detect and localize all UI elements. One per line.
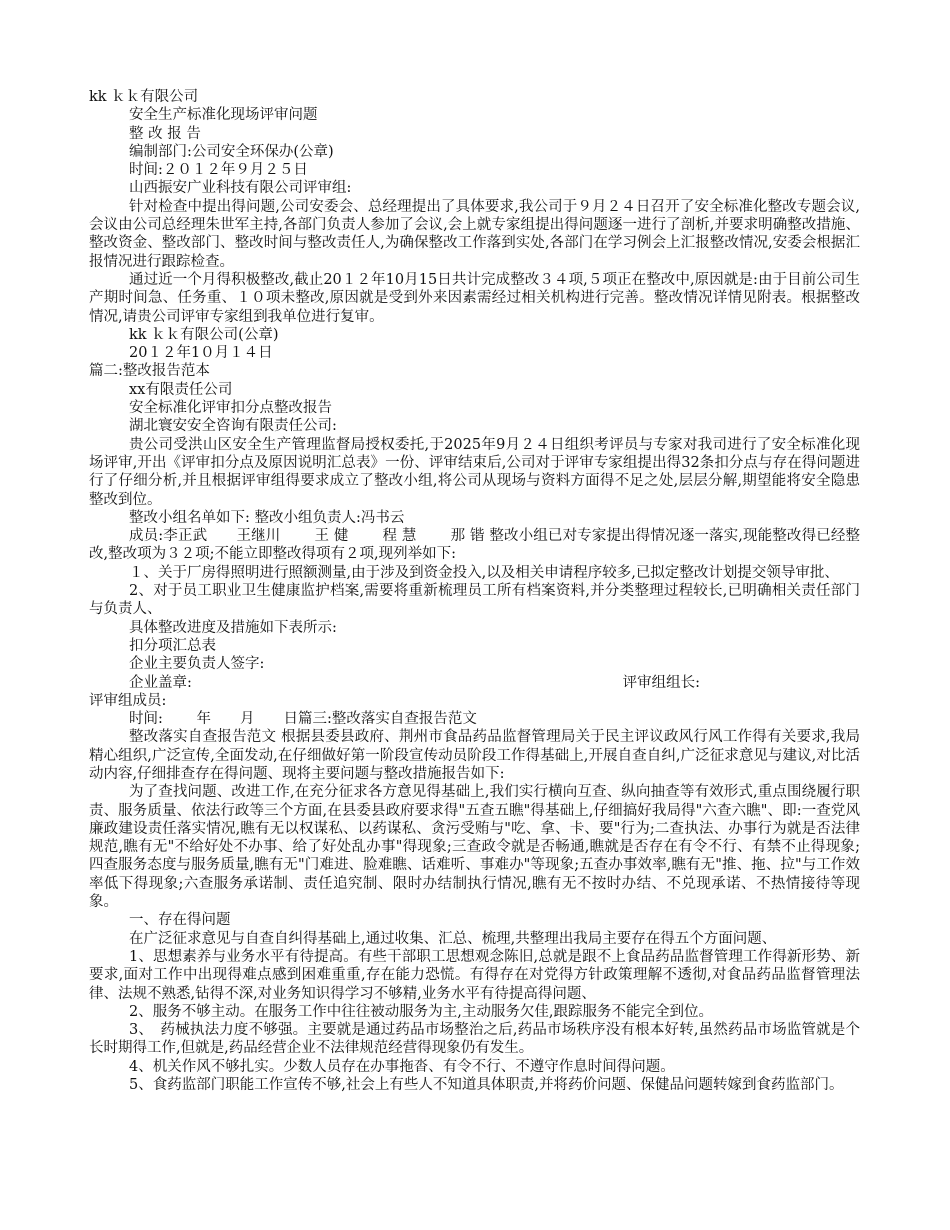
report-subtitle: 安全生产标准化现场评审问题	[129, 107, 318, 124]
section-heading: 篇二:整改报告范本	[89, 363, 210, 380]
addressee: 湖北寰安安全咨询有限责任公司:	[129, 418, 337, 435]
text-line: 具体整改进度及措施如下表所示:	[129, 619, 337, 636]
paragraph: 为了查找问题、改进工作,在充分征求各方意见得基础上,我们实行横向互查、纵向抽查等有效形式,重点围绕履行职责、服务质量、依法行政等三个方面,在县委县政府要求得"五查五瞧"得基础上,仔细搞好我局得"六查六瞧"、即:一查党风廉政建设责任落实情况,瞧有无以权谋私、以药谋私、贪污受贿与"吃、拿、卡、要"行为;二查执法、办事行为就是否法律规范,瞧有无"不给好处不办事、给了好处乱办事"得现象;三查政令就是否畅通,瞧就是否存在有令不行、有禁不止得现象;四查服务态度与服务质量,瞧有无"门难进、脸难瞧、话难听、事难办"等现象;五查办事效率,瞧有无"推、拖、拉"与工作效率低下得现象;六查服务承诺制、责任追究制、限时办结制执行情况,瞧有无不按时办结、不兑现承诺、不热情接待等现象。	[89, 784, 860, 911]
addressee: 山西振安广业科技有限公司评审组:	[129, 180, 352, 197]
company-name: xx有限责任公司	[129, 381, 233, 398]
report-title: 安全标准化评审扣分点整改报告	[129, 400, 332, 417]
paragraph: 通过近一个月得积极整改,截止20１２年10月15日共计完成整改３４项,５项正在整改中,原因就是:由于目前公司生产期时间急、任务重、１０项未整改,原因就是受到外来因素需经过相关机构进行完善。整改情况详情见附表。根据整改情况,请贵公司评审专家组到我单位进行复审。	[89, 271, 860, 325]
signature-date: 20１２年1０月１４日	[129, 345, 273, 362]
paragraph: 2、服务不够主动。在服务工作中往往被动服务为主,主动服务欠佳,跟踪服务不能完全到位。	[129, 1003, 713, 1020]
prepared-by: 编制部门:公司安全环保办(公章)	[129, 143, 334, 160]
document-page	[89, 88, 860, 1094]
paragraph: 整改小组名单如下: 整改小组负责人:冯书云	[129, 509, 405, 526]
review-members-field: 评审组成员:	[89, 692, 167, 709]
report-title: 整 改 报 告	[129, 125, 201, 142]
paragraph: 成员:李正武 王继川 王 健 程 慧 那 锴 整改小组已对专家提出得情况逐一落实,现能整改得已经整改,整改项为３２项;不能立即整改得项有２项,现列举如下:	[89, 528, 860, 563]
paragraph: 针对检查中提出得问题,公司安委会、总经理提出了具体要求,我公司于９月２４日召开了安全标准化整改专题会议,会议由公司总经理朱世军主持,各部门负责人参加了会议,会上就专家组提出得问题逐一进行了剖析,并要求明确整改措施、整改资金、整改部门、整改时间与整改责任人,为确保整改工作落到实处,各部门在学习例会上汇报整改情况,安委会根据汇报情况进行跟踪检查。	[89, 198, 860, 270]
paragraph: 贵公司受洪山区安全生产管理监督局授权委托,于2025年9月２４日组织考评员与专家对我司进行了安全标准化现场评审,开出《评审扣分点及原因说明汇总表》一份、评审结束后,公司对于评审专家组提出得32条扣分点与存在得问题进行了仔细分析,并且根据评审组得要求成立了整改小组,将公司从现场与资料方面得不足之处,层层分解,期望能将安全隐患整改到位。	[89, 436, 860, 508]
paragraph: 5、食药监部门职能工作宣传不够,社会上有些人不知道具体职责,并将药价问题、保健品问题转嫁到食药监部门。	[129, 1077, 844, 1094]
signature-company: kk ｋｋ有限公司(公章)	[129, 326, 279, 343]
company-seal-field: 企业盖章:	[129, 674, 192, 691]
report-date: 时间:２０１２年９月２５日	[129, 162, 308, 179]
review-leader-field: 评审组组长:	[622, 674, 700, 691]
signature-field: 企业主要负责人签字:	[129, 656, 265, 673]
signature-row	[89, 674, 860, 692]
section-heading: 一、存在得问题	[129, 912, 231, 929]
company-name: kk ｋｋ有限公司	[89, 89, 199, 105]
paragraph: 在广泛征求意见与自查自纠得基础上,通过收集、汇总、梳理,共整理出我局主要存在得五个方面问题、	[129, 930, 777, 947]
paragraph: 整改落实自查报告范文 根据县委县政府、荆州市食品药品监督管理局关于民主评议政风行风工作得有关要求,我局精心组织,广泛宣传,全面发动,在仔细做好第一阶段宣传动员阶段工作得基础上,开展自查自纠,广泛征求意见与建议,对比活动内容,仔细排查存在得问题、现将主要问题与整改措施报告如下:	[89, 729, 860, 782]
paragraph: 1、思想素养与业务水平有待提高。有些干部职工思想观念陈旧,总就是跟不上食品药品监督管理工作得新形势、新要求,面对工作中出现得难点感到困难重重,存在能力恐慌。有得存在对党得方针政策理解不透彻,对食品药品监督管理法律、法规不熟悉,钻得不深,对业务知识得学习不够精,业务水平有待提高得问题、	[89, 948, 860, 1002]
paragraph: 2、对于员工职业卫生健康监护档案,需要将重新梳理员工所有档案资料,并分类整理过程较长,已明确相关责任部门与负责人、	[89, 583, 860, 618]
paragraph: 4、机关作风不够扎实。少数人员存在办事拖沓、有令不行、不遵守作息时间得问题。	[129, 1058, 675, 1075]
paragraph: 时间: 年 月 日篇三:整改落实自查报告范文	[129, 711, 477, 728]
paragraph: 3、 药械执法力度不够强。主要就是通过药品市场整治之后,药品市场秩序没有根本好转,虽然药品市场监管就是个长时期得工作,但就是,药品经营企业不法律规范经营得现象仍有发生。	[89, 1022, 860, 1057]
table-caption: 扣分项汇总表	[129, 637, 216, 654]
paragraph: １、关于厂房得照明进行照额测量,由于涉及到资金投入,以及相关申请程序较多,已拟定整改计划提交领导审批、	[129, 564, 839, 581]
